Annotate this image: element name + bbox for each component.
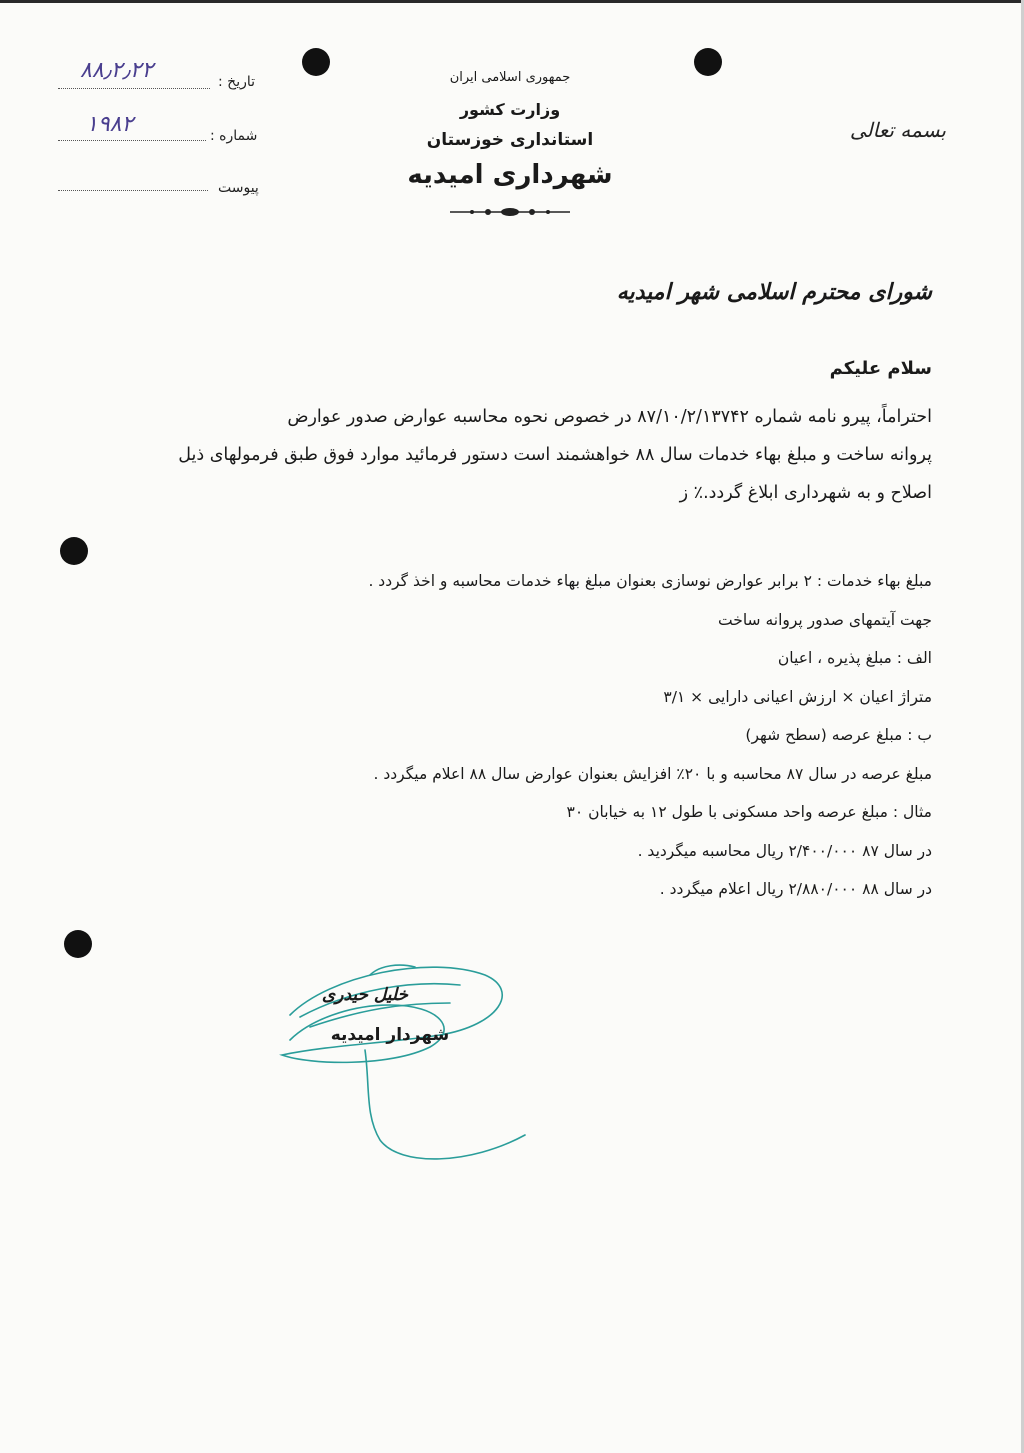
number-value: ۱۹۸۲ bbox=[86, 112, 134, 137]
header-province: استانداری خوزستان bbox=[426, 130, 594, 150]
signatory-title: شهردار امیدیه bbox=[330, 1025, 450, 1045]
body-paragraph bbox=[76, 398, 932, 512]
recipient-heading: شورای محترم اسلامی شهر امیدیه bbox=[616, 280, 932, 305]
paragraph-line: پروانه ساخت و مبلغ بهاء خدمات سال ۸۸ خواهشمند است دستور فرمائید موارد فوق طبق فرمولهای ذیل bbox=[178, 445, 932, 465]
list-item: در سال ۸۷ ۲/۴۰۰/۰۰۰ ریال محاسبه میگردید . bbox=[637, 841, 932, 860]
punch-hole-top-left bbox=[302, 48, 330, 76]
signatory-name: خلیل حیدری bbox=[321, 985, 409, 1005]
punch-hole-top-right bbox=[694, 48, 722, 76]
greeting: سلام علیکم bbox=[829, 358, 932, 379]
date-value: ۸۸٫۲٫۲۲ bbox=[80, 58, 154, 83]
date-line bbox=[58, 88, 210, 89]
paragraph-line: احتراماً، پیرو نامه شماره ۸۷/۱۰/۲/۱۳۷۴۲ در خصوص نحوه محاسبه عوارض صدور عوارض bbox=[287, 407, 932, 427]
list-item: مثال : مبلغ عرصه واحد مسکونی با طول ۱۲ به خیابان ۳۰ bbox=[566, 803, 932, 821]
list-item: جهت آیتمهای صدور پروانه ساخت bbox=[718, 610, 932, 629]
scan-edge-top bbox=[0, 0, 1024, 3]
list-item: ب : مبلغ عرصه (سطح شهر) bbox=[745, 726, 932, 744]
header-ministry: وزارت کشور bbox=[459, 100, 561, 119]
number-line bbox=[58, 140, 206, 141]
list-item: در سال ۸۸ ۲/۸۸۰/۰۰۰ ریال اعلام میگردد . bbox=[659, 880, 932, 898]
list-item: مبلغ عرصه در سال ۸۷ محاسبه و با ۲۰٪ افزایش بعنوان عوارض سال ۸۸ اعلام میگردد . bbox=[373, 764, 932, 783]
number-label: شماره : bbox=[210, 128, 258, 144]
attachment-label: پیوست bbox=[218, 180, 259, 196]
date-label: تاریخ : bbox=[218, 74, 256, 90]
formula-list bbox=[368, 562, 932, 909]
attachment-line bbox=[58, 190, 208, 191]
list-item: متراژ اعیان × ارزش اعیانی دارایی × ۳/۱ bbox=[663, 687, 932, 706]
list-item: مبلغ بهاء خدمات : ۲ برابر عوارض نوسازی بعنوان مبلغ بهاء خدمات محاسبه و اخذ گردد . bbox=[368, 572, 932, 590]
header-ornament bbox=[450, 205, 570, 219]
punch-hole-lower bbox=[64, 930, 92, 958]
list-item: الف : مبلغ پذیره ، اعیان bbox=[777, 649, 932, 667]
header-republic: جمهوری اسلامی ایران bbox=[449, 70, 571, 85]
header-municipality: شهرداری امیدیه bbox=[407, 160, 613, 190]
bismillah-text: بسمه تعالی bbox=[849, 118, 946, 142]
paragraph-line: اصلاح و به شهرداری ابلاغ گردد.٪ ز bbox=[679, 483, 932, 503]
punch-hole-mid bbox=[60, 537, 88, 565]
